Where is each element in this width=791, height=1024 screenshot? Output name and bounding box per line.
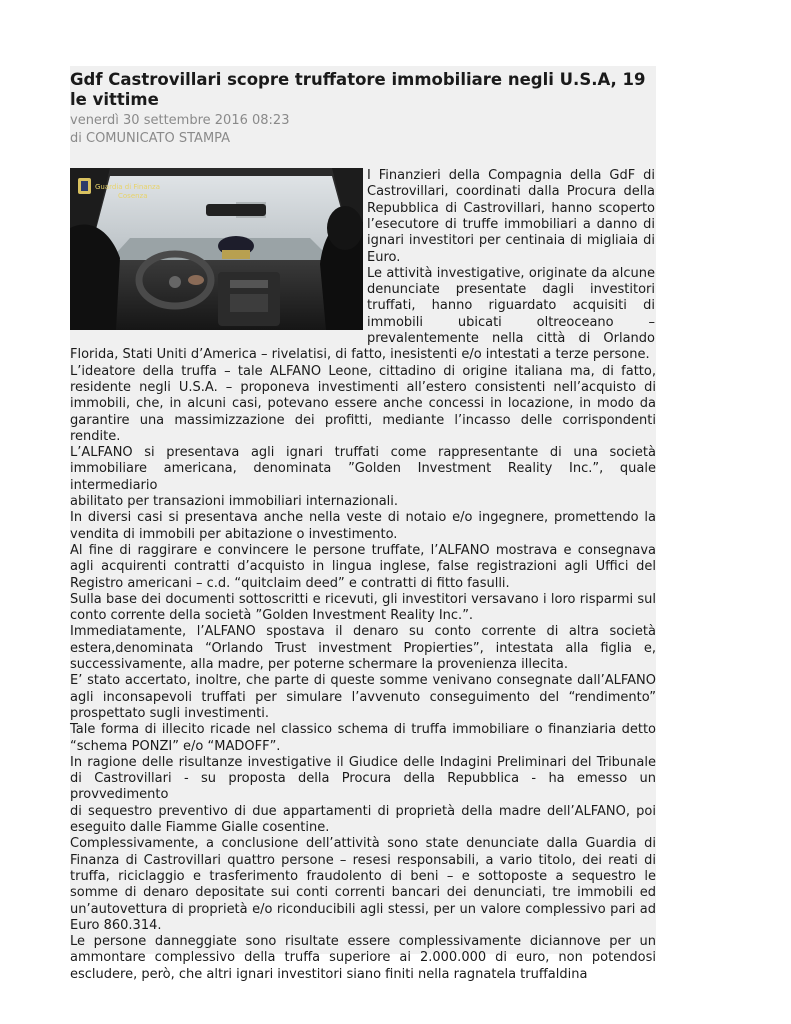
body-line: Tale forma di illecito ricade nel classico schema di truffa immobiliare o finanziaria detto bbox=[70, 722, 656, 738]
body-line: In ragione delle risultanze investigative il Giudice delle Indagini Preliminari del Tribunale bbox=[70, 754, 656, 770]
body-line: Immediatamente, l’ALFANO spostava il denaro su conto corrente di altra società bbox=[70, 624, 656, 640]
body-line: agli acquirenti contratti d’acquisto in lingua inglese, false registrazioni agli Uffici del bbox=[70, 559, 656, 575]
body-line: In diversi casi si presentava anche nella veste di notaio e/o ingegnere, promettendo la bbox=[70, 510, 656, 526]
body-line: Al fine di raggirare e convincere le persone truffate, l’ALFANO mostrava e consegnava bbox=[70, 542, 656, 558]
body-line: abilitato per transazioni immobiliari internazionali. bbox=[70, 494, 399, 509]
body-line: di Castrovillari - su proposta della Procura della Repubblica - ha emesso un bbox=[70, 771, 656, 787]
body-line: immobili ubicati oltreoceano – bbox=[367, 314, 655, 330]
body-line: prospettato sugli investimenti. bbox=[70, 705, 270, 721]
body-line: intermediario bbox=[70, 477, 158, 493]
body-line: escludere, però, che altri ignari investitori siano finiti nella ragnatela truffaldina bbox=[70, 966, 588, 982]
body-line: Registro americani – c.d. “quitclaim deed” e contratti di fitto fasulli. bbox=[70, 575, 510, 591]
body-line: immobiliare americana, denominata ”Golden Investment Reality Inc.”, quale bbox=[70, 461, 656, 477]
body-line: truffa, riciclaggio e trasferimento fraudolento di beni – e sottoposte a sequestro le bbox=[70, 868, 656, 884]
body-line: Le persone danneggiate sono risultate essere complessivamente diciannove per un bbox=[70, 934, 656, 950]
body-line: “schema PONZI” e/o “MADOFF”. bbox=[70, 738, 281, 754]
body-line: I Finanzieri della Compagnia della GdF di bbox=[367, 168, 655, 183]
body-line: Repubblica di Castrovillari, hanno scoperto bbox=[367, 200, 655, 216]
body-line: l’esecutore di truffe immobiliari a danno di bbox=[367, 216, 655, 232]
body-line: Castrovillari, coordinati dalla Procura della bbox=[367, 184, 655, 200]
body-line: immobili, che, in alcuni casi, potevano essere anche concessi in locazione, in modo da bbox=[70, 396, 656, 412]
body-line: E’ stato accertato, inoltre, che parte di queste somme venivano consegnate dall’ALFANO bbox=[70, 673, 656, 689]
body-line: Sulla base dei documenti sottoscritti e ricevuti, gli investitori versavano i loro risparmi sul bbox=[70, 591, 656, 607]
body-line: Euro. bbox=[367, 249, 401, 265]
body-line: conto corrente della società ”Golden Investment Reality Inc.”. bbox=[70, 608, 474, 624]
gdf-logo-icon bbox=[78, 178, 91, 194]
article-author: di COMUNICATO STAMPA bbox=[70, 131, 231, 146]
body-line: rendite. bbox=[70, 428, 121, 444]
body-line: estera,denominata “Orlando Trust investment Propierties”, intestata alla figlia e, bbox=[70, 640, 656, 656]
body-line: ignari investitori per centinaia di migliaia di bbox=[367, 233, 655, 249]
body-line: Florida, Stati Uniti d’America – rivelatisi, di fatto, inesistenti e/o intestati a terze persone. bbox=[70, 347, 650, 363]
body-line: garantire una massimizzazione dei profitti, mediante l’incasso delle corrispondenti bbox=[70, 412, 656, 428]
body-line: somme di denaro depositate sui conti correnti bancari dei denunciati, tre immobili ed bbox=[70, 885, 656, 901]
photo-caption-line-2: Cosenza bbox=[118, 192, 148, 200]
body-line: truffati, hanno riguardato acquisiti di bbox=[367, 298, 655, 314]
photo-caption-line-1: Guardia di Finanza bbox=[95, 183, 161, 191]
body-line: agli inconsapevoli truffati per simulare l’avvenuto conseguimento del “rendimento” bbox=[70, 689, 656, 705]
body-line: L’ALFANO si presentava agli ignari truffati come rappresentante di una società bbox=[70, 445, 656, 461]
article-date: venerdì 30 settembre 2016 08:23 bbox=[70, 113, 290, 128]
body-line: Euro 860.314. bbox=[70, 917, 162, 933]
body-line: Le attività investigative, originate da alcune bbox=[367, 265, 655, 281]
article-photo bbox=[70, 168, 363, 330]
article-title: Gdf Castrovillari scopre truffatore immobiliare negli U.S.A, 19 le vittime bbox=[70, 70, 646, 109]
body-line: Finanza di Castrovillari quattro persone – resesi responsabili, a vario titolo, dei reati di bbox=[70, 852, 656, 868]
body-line: vendita di immobili per abitazione o investimento. bbox=[70, 526, 398, 542]
body-line: Complessivamente, a conclusione dell’attività sono state denunciate dalla Guardia di bbox=[70, 836, 656, 852]
body-line: denunciate presentate dagli investitori bbox=[367, 282, 655, 298]
body-line: successivamente, alla madre, per poterne schermare la provenienza illecita. bbox=[70, 657, 568, 672]
body-line: prevalentemente nella città di Orlando bbox=[367, 331, 655, 346]
body-line: un’autovettura di proprietà e/o riconducibili agli stessi, per un valore complessivo pari ad bbox=[70, 901, 656, 917]
body-line: L’ideatore della truffa – tale ALFANO Leone, cittadino di origine italiana ma, di fatto, bbox=[70, 363, 656, 379]
body-line: di sequestro preventivo di due appartamenti di proprietà della madre dell’ALFANO, poi bbox=[70, 803, 656, 819]
body-line: provvedimento bbox=[70, 787, 169, 803]
body-line: ammontare complessivo della truffa superiore ai 2.000.000 di euro, non potendosi bbox=[70, 950, 656, 966]
body-line: residente negli U.S.A. – proponeva investimenti all’estero consistenti nell’acquisto di bbox=[70, 379, 656, 395]
body-line: eseguito dalle Fiamme Gialle cosentine. bbox=[70, 820, 330, 835]
